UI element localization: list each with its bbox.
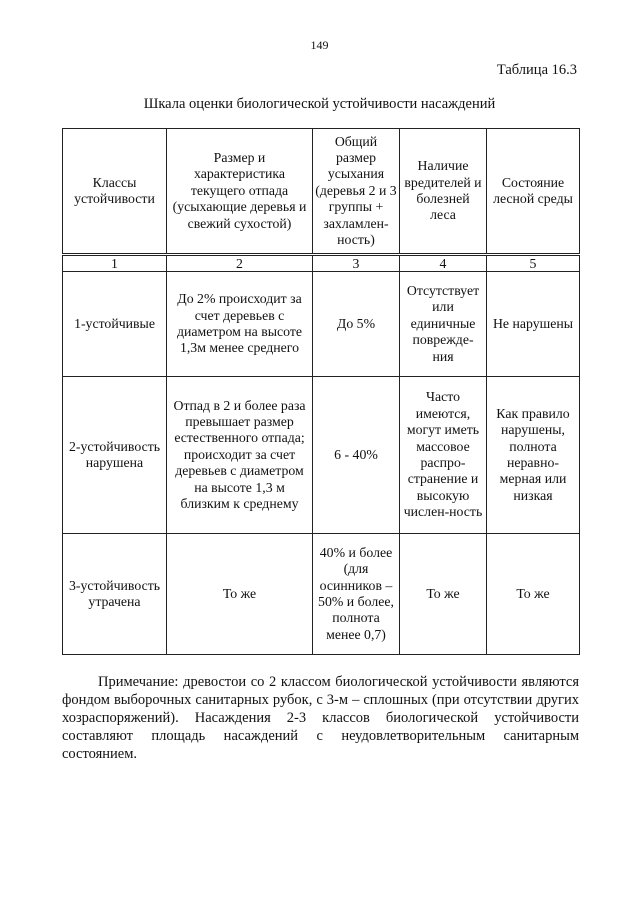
header-cell: Общий размер усыхания (деревья 2 и 3 группы + захламлен-ность) [313,129,400,255]
table-cell: Часто имеются, могут иметь массовое распро-странение и высокую числен-ность [400,377,487,534]
stability-scale-table [62,128,580,655]
page-number: 149 [310,38,329,52]
table-label: Таблица 16.3 [496,62,577,78]
table-cell: 3-устойчивость утрачена [63,534,167,655]
table-cell: Отпад в 2 и более раза превышает размер естественного отпада; происходит за счет деревьев с диаметром на высоте 1,3 м близким к среднему [167,377,313,534]
header-cell: Размер и характеристика текущего отпада (усыхающие деревья и свежий сухостой) [167,129,313,255]
table-cell: 6 - 40% [313,377,400,534]
table-cell: То же [487,534,580,655]
table-cell: 1-устойчивые [63,272,167,377]
table-row [63,272,580,377]
table-title: Шкала оценки биологической устойчивости насаждений [143,96,496,112]
table-row [63,534,580,655]
table-header-row [63,129,580,255]
table-cell: 2-устойчивость нарушена [63,377,167,534]
table-cell: То же [167,534,313,655]
table-cell: До 5% [313,272,400,377]
table-row [63,377,580,534]
header-cell: Классы устойчивости [63,129,167,255]
column-number: 3 [313,255,400,272]
table-cell: Отсутствует или единичные поврежде-ния [400,272,487,377]
column-number-row [63,255,580,272]
header-cell: Состояние лесной среды [487,129,580,255]
table-cell: 40% и более (для осинников – 50% и более, полнота менее 0,7) [313,534,400,655]
column-number: 1 [63,255,167,272]
table-cell: Как правило нарушены, полнота неравно-мерная или низкая [487,377,580,534]
header-cell: Наличие вредителей и болезней леса [400,129,487,255]
table-cell: То же [400,534,487,655]
column-number: 5 [487,255,580,272]
table-cell: Не нарушены [487,272,580,377]
column-number: 2 [167,255,313,272]
column-number: 4 [400,255,487,272]
table-cell: До 2% происходит за счет деревьев с диаметром на высоте 1,3м менее среднего [167,272,313,377]
table-note: Примечание: древостои со 2 классом биологической устойчивости являются фондом выборочных санитарных рубок, с 3-м – сплошных (при отсутствии других хозраспоряжений). Насаждения 2-3 классов биологической устойчивости составляют площадь насаждений с неудовлетворительным санитарным состоянием. [62,674,579,762]
